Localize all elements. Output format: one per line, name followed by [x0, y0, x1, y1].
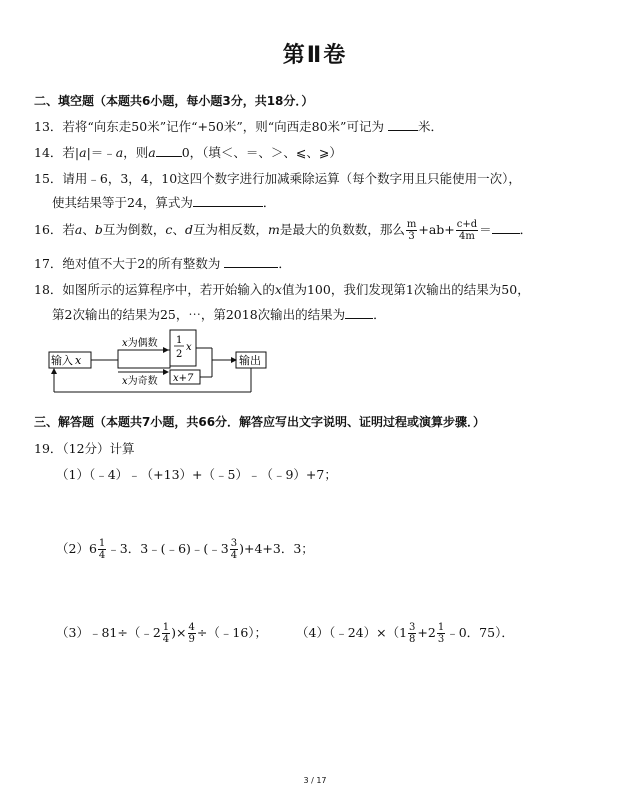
q19-part-4: （4）（﹣24）×（1 $\frac{3}{8}$ +2 $\frac{1}{3}$ ﹣0．75）． [296, 622, 514, 645]
fraction: $\frac{c+d}{4m}$ [456, 219, 478, 242]
question-19-title: 19．（12分）计算 [34, 441, 135, 456]
answer-blank [156, 143, 182, 157]
q19-part-2: （2）6 $\frac{1}{4}$ ﹣3．3﹣(﹣6)﹣(﹣3 $\frac{3}{4}$ )+4+3．3； [56, 538, 314, 561]
question-14: 14．若|a|＝﹣a，则a 0，（填＜、＝、＞、⩽、⩾） [34, 145, 342, 160]
input-label: 输入 x [51, 354, 82, 367]
fraction: $\frac{3}{8}$ [409, 622, 416, 645]
answer-blank [345, 305, 373, 319]
page-title: 第Ⅱ卷 [282, 43, 348, 68]
answer-blank [193, 193, 263, 207]
question-15: 15．请用﹣6，3，4，10这四个数字进行加减乘除运算（每个数字用且只能使用一次）， [34, 171, 521, 186]
q19-part-1: （1）（﹣4）﹣（+13）+（﹣5）﹣（﹣9）+7； [56, 467, 337, 482]
output-label: 输出 [239, 354, 261, 367]
section-3-heading: 三、解答题（本题共7小题，共66分．解答应写出文字说明、证明过程或演算步骤．） [34, 415, 486, 429]
plus-expr: x+7 [173, 373, 194, 384]
fraction: $\frac{m}{3}$ [406, 219, 417, 242]
question-17: 17．绝对值不大于2的所有整数为 ． [34, 256, 291, 271]
fraction: $\frac{4}{9}$ [188, 622, 195, 645]
half-var: x [186, 342, 192, 353]
question-18-line2: 第2次输出的结果为25，⋯，第2018次输出的结果为 ． [52, 307, 386, 322]
question-16: 16．若a、b互为倒数，c、d互为相反数，m是最大的负数数，那么 $\frac{m}{3}$ +ab+ $\frac{c+d}{4m}$ ＝ ． [34, 219, 533, 242]
question-13: 13．若将“向东走50米”记作“+50米”，则“向西走80米”可记为 米． [34, 119, 443, 134]
fraction: $\frac{1}{3}$ [437, 622, 445, 645]
answer-blank [388, 117, 418, 131]
fraction: $\frac{1}{4}$ [98, 538, 106, 561]
decision-box [118, 350, 170, 368]
question-15-line2: 使其结果等于24，算式为 ． [52, 195, 276, 210]
section-2-heading: 二、填空题（本题共6小题，每小题3分，共18分．） [34, 94, 314, 108]
even-label: x为偶数 [122, 338, 158, 349]
odd-label: x为奇数 [122, 376, 158, 387]
q19-part-3: （3）﹣81÷（﹣2 $\frac{1}{4}$ )× $\frac{4}{9}$ ÷（﹣16）； [56, 622, 268, 645]
half-numerator: 1 [176, 335, 183, 346]
question-18: 18．如图所示的运算程序中，若开始输入的x值为100，我们发现第1次输出的结果为50， [34, 282, 530, 297]
answer-blank [492, 220, 520, 234]
half-denominator: 2 [176, 349, 183, 360]
page-number: 3 / 17 [303, 776, 327, 785]
flowchart [40, 326, 280, 398]
fraction: $\frac{1}{4}$ [162, 622, 170, 645]
answer-blank [224, 254, 278, 268]
fraction: $\frac{3}{4}$ [230, 538, 238, 561]
half-box [170, 330, 196, 366]
